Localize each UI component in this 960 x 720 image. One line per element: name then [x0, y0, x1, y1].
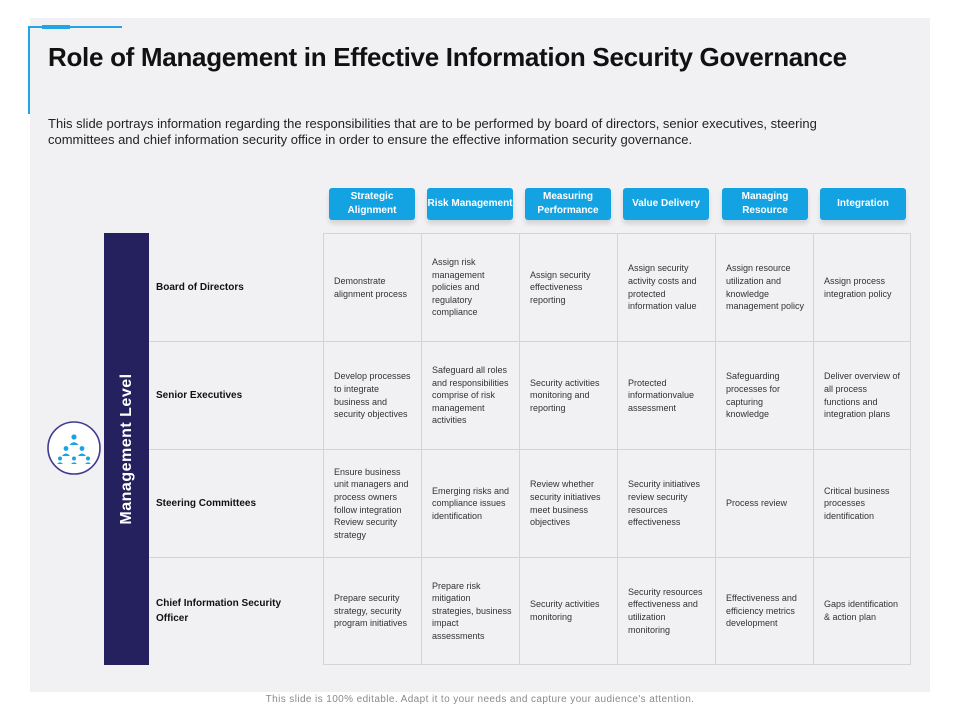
org-chart-icon: [46, 420, 102, 476]
table-cell: Ensure business unit managers and process owners follow integration Review security strategy: [324, 450, 422, 558]
accent-line-highlight: [42, 25, 70, 29]
table-cell: Assign process integration policy: [814, 234, 910, 342]
table-cell: Assign security activity costs and protected information value: [618, 234, 716, 342]
table-cell: Develop processes to integrate business and security objectives: [324, 342, 422, 450]
footer-note: This slide is 100% editable. Adapt it to your needs and capture your audience's attention.: [265, 694, 695, 705]
table-cell: Process review: [716, 450, 814, 558]
table-cell: Assign security effectiveness reporting: [520, 234, 618, 342]
accent-line-vertical: [28, 26, 30, 114]
table-cell: Prepare risk mitigation strategies, business impact assessments: [422, 558, 520, 664]
table-cell: Demonstrate alignment process: [324, 234, 422, 342]
row-label-senior-executives: Senior Executives: [156, 389, 243, 401]
table-cell: Security activities monitoring: [520, 558, 618, 664]
column-header-risk-management: Risk Management: [427, 188, 513, 220]
table-cell: Emerging risks and compliance issues identification: [422, 450, 520, 558]
slide-description: This slide portrays information regarding the responsibilities that are to be performed by board of directors, senior executives, steering committees and chief information security office in order to ensure the effective information security governance.: [48, 116, 817, 147]
column-header-measuring-performance: Measuring Performance: [525, 188, 611, 220]
responsibility-grid: [323, 233, 911, 665]
table-cell: Protected informationvalue assessment: [618, 342, 716, 450]
column-header-managing-resource: Managing Resource: [722, 188, 808, 220]
page-title: Role of Management in Effective Information Security Governance: [48, 42, 847, 72]
table-cell: Safeguarding processes for capturing knowledge: [716, 342, 814, 450]
table-cell: Deliver overview of all process functions and integration plans: [814, 342, 910, 450]
row-label-board-of-directors: Board of Directors: [156, 281, 244, 293]
table-cell: Security initiatives review security resources effectiveness: [618, 450, 716, 558]
row-divider: [149, 557, 323, 558]
table-cell: Security resources effectiveness and utilization monitoring: [618, 558, 716, 664]
table-cell: Effectiveness and efficiency metrics development: [716, 558, 814, 664]
management-level-label: Management Level: [118, 373, 135, 525]
column-header-value-delivery: Value Delivery: [623, 188, 709, 220]
table-cell: Assign resource utilization and knowledge management policy: [716, 234, 814, 342]
column-header-strategic-alignment: Strategic Alignment: [329, 188, 415, 220]
row-label-steering-committees: Steering Committees: [156, 497, 257, 509]
row-label-ciso: Chief Information Security Officer: [156, 598, 282, 624]
table-cell: Review whether security initiatives meet business objectives: [520, 450, 618, 558]
table-cell: Gaps identification & action plan: [824, 599, 899, 622]
row-divider: [149, 341, 323, 342]
table-cell: Prepare security strategy, security program initiatives: [324, 558, 422, 664]
table-cell: Critical business processes identification: [814, 450, 910, 558]
table-cell: Assign risk management policies and regulatory compliance: [422, 234, 520, 342]
row-divider: [149, 449, 323, 450]
table-cell: Security activities monitoring and reporting: [520, 342, 618, 450]
column-header-integration: Integration: [820, 188, 906, 220]
table-cell: Safeguard all roles and responsibilities comprise of risk management activities: [422, 342, 520, 450]
